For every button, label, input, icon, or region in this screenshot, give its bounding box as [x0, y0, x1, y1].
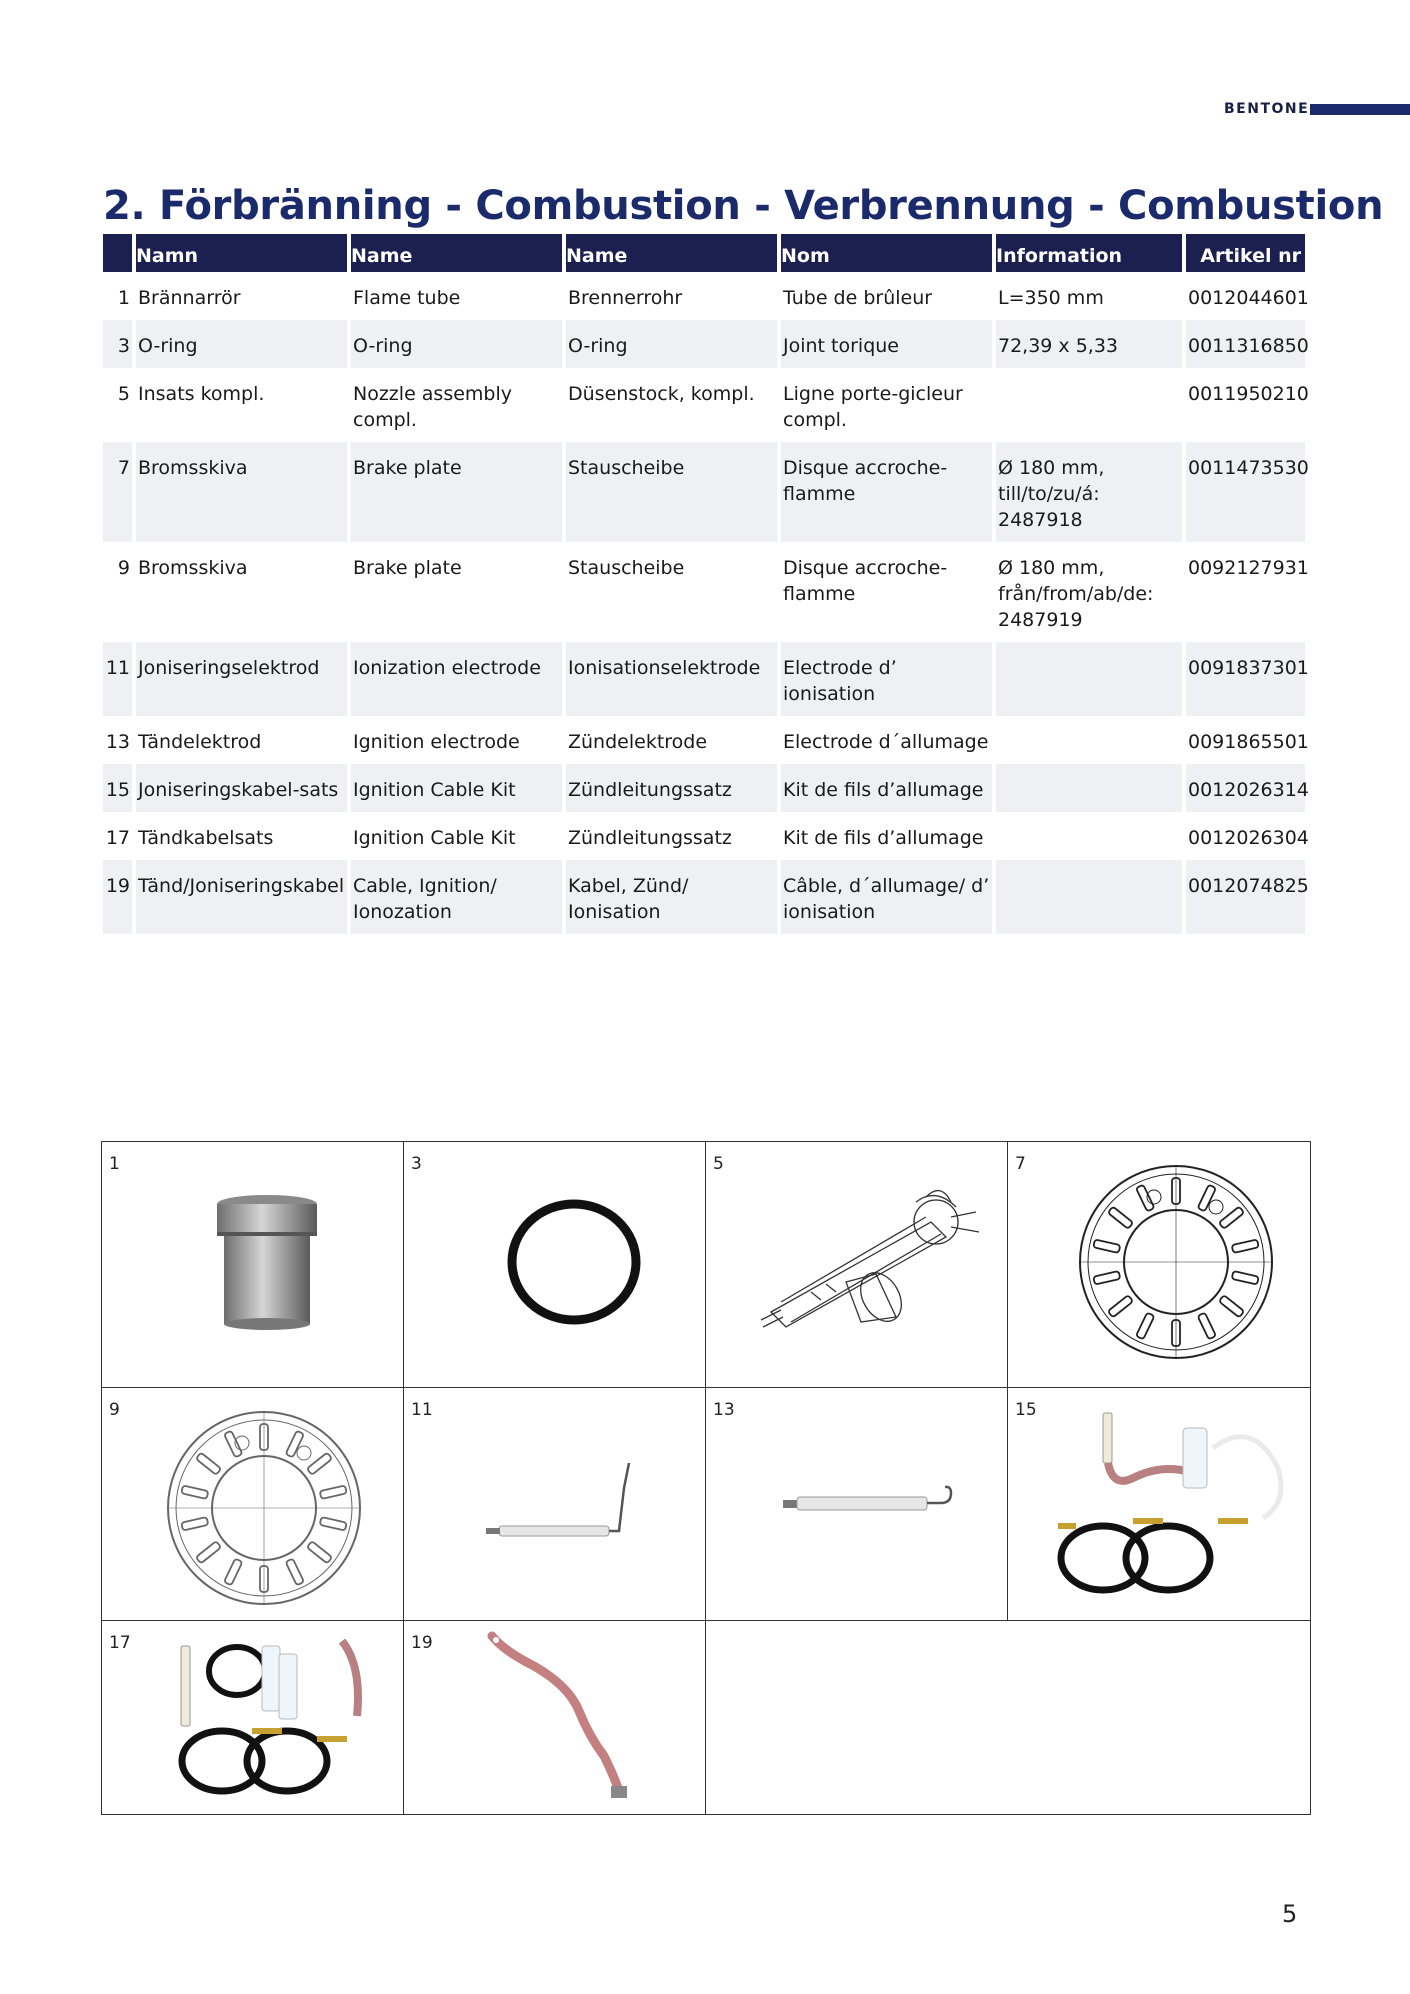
table-row	[103, 812, 1305, 860]
table-header-row	[103, 234, 1305, 272]
row-nom: Ligne porte-gicleur compl.	[783, 383, 963, 431]
row-namn: Joniseringselektrod	[136, 642, 347, 716]
table-row	[103, 272, 1305, 320]
row-num: 13	[105, 731, 130, 753]
row-name-de: Stauscheibe	[568, 557, 685, 579]
row-info	[996, 860, 1182, 934]
row-art: 0011950210	[1188, 383, 1309, 405]
row-num: 3	[103, 320, 132, 368]
table-row	[103, 642, 1305, 716]
figure-cell-5	[706, 1142, 1008, 1388]
figure-label: 13	[713, 1400, 735, 1420]
row-info	[996, 642, 1182, 716]
row-name-en: Cable, Ignition/ Ionozation	[351, 860, 562, 934]
row-nom: Disque accroche-flamme	[781, 442, 992, 542]
figure-cell-19	[404, 1621, 706, 1814]
row-info	[996, 368, 1182, 442]
header-num	[103, 234, 132, 272]
row-art: 0092127931	[1188, 557, 1309, 579]
brand-header	[1180, 100, 1410, 118]
row-num: 19	[103, 860, 132, 934]
row-name-en: O-ring	[351, 320, 562, 368]
row-art: 0091837301	[1186, 642, 1305, 716]
figure-label: 7	[1015, 1154, 1026, 1174]
row-info	[996, 764, 1182, 812]
header-namn: Namn	[136, 234, 347, 272]
brake-plate-drawing	[1076, 1162, 1276, 1362]
row-namn: Bromsskiva	[136, 442, 347, 542]
row-num: 15	[103, 764, 132, 812]
row-nom: Electrode d´allumage	[783, 731, 989, 753]
figure-label: 11	[411, 1400, 433, 1420]
ionization-electrode-image	[484, 1458, 644, 1568]
row-nom: Disque accroche-flamme	[783, 557, 948, 605]
row-num: 5	[117, 383, 130, 405]
parts-table	[99, 234, 1309, 934]
cable-kit-image	[167, 1626, 397, 1806]
header-name-en: Name	[351, 234, 562, 272]
row-nom: Câble, d´allumage/ d’ ionisation	[781, 860, 992, 934]
figure-cell-1	[102, 1142, 404, 1388]
ignition-electrode-image	[781, 1478, 961, 1528]
table-row	[103, 542, 1305, 642]
row-namn: Bromsskiva	[138, 557, 248, 579]
row-art: 0091865501	[1188, 731, 1309, 753]
row-nom: Tube de brûleur	[783, 287, 933, 309]
row-name-de: Zündleitungssatz	[566, 764, 777, 812]
row-nom: Kit de fils d’allumage	[781, 764, 992, 812]
row-namn: Tändelektrod	[138, 731, 262, 753]
row-info: Ø 180 mm, från/from/ab/de: 2487919	[998, 557, 1154, 631]
row-namn: Joniseringskabel-sats	[136, 764, 347, 812]
row-info: 72,39 x 5,33	[996, 320, 1182, 368]
row-name-en: Nozzle assembly compl.	[353, 383, 513, 431]
row-name-de: Zündelektrode	[568, 731, 708, 753]
figure-label: 5	[713, 1154, 724, 1174]
parts-figure-grid	[101, 1141, 1311, 1815]
figure-label: 9	[109, 1400, 120, 1420]
row-namn: Insats kompl.	[138, 383, 265, 405]
ignition-cable-image	[484, 1626, 644, 1806]
brand-name: BENTONE	[1224, 101, 1310, 117]
row-art: 0012044601	[1188, 287, 1309, 309]
row-name-de: Zündleitungssatz	[568, 827, 732, 849]
row-name-de: Düsenstock, kompl.	[568, 383, 755, 405]
row-num: 9	[117, 557, 130, 579]
nozzle-assembly-drawing	[751, 1182, 991, 1362]
figure-label: 19	[411, 1633, 433, 1653]
figure-cell-7	[1008, 1142, 1310, 1388]
row-nom: Kit de fils d’allumage	[783, 827, 984, 849]
row-nom: Electrode d’ ionisation	[781, 642, 992, 716]
table-row	[103, 764, 1305, 812]
row-info: L=350 mm	[998, 287, 1104, 309]
figure-cell-3	[404, 1142, 706, 1388]
row-name-de: Stauscheibe	[566, 442, 777, 542]
row-art: 0011316850	[1186, 320, 1305, 368]
row-name-de: Ionisationselektrode	[566, 642, 777, 716]
row-namn: Tänd/Joniseringskabel	[136, 860, 347, 934]
row-name-de: Kabel, Zünd/ Ionisation	[566, 860, 777, 934]
figure-cell-17	[102, 1621, 404, 1814]
row-num: 1	[117, 287, 130, 309]
header-information: Information	[996, 234, 1182, 272]
row-name-en: Ionization electrode	[351, 642, 562, 716]
figure-cell-13	[706, 1388, 1008, 1621]
brake-plate-drawing	[164, 1408, 364, 1608]
row-nom: Joint torique	[781, 320, 992, 368]
row-num: 17	[105, 827, 130, 849]
row-name-en: Brake plate	[351, 442, 562, 542]
row-info: Ø 180 mm, till/to/zu/á: 2487918	[996, 442, 1182, 542]
o-ring-image	[504, 1197, 644, 1327]
row-art: 0012026304	[1188, 827, 1309, 849]
row-namn: Brännarrör	[138, 287, 241, 309]
table-row	[103, 368, 1305, 442]
row-name-en: Ignition Cable Kit	[353, 827, 516, 849]
row-name-de: O-ring	[566, 320, 777, 368]
figure-cell-15	[1008, 1388, 1310, 1621]
row-art: 0011473530	[1186, 442, 1305, 542]
flame-tube-image	[212, 1192, 322, 1332]
row-num: 7	[103, 442, 132, 542]
row-namn: Tändkabelsats	[138, 827, 274, 849]
figure-label: 1	[109, 1154, 120, 1174]
cable-kit-image	[1053, 1408, 1303, 1608]
row-name-en: Brake plate	[353, 557, 462, 579]
row-name-en: Flame tube	[353, 287, 461, 309]
page-title: 2. Förbränning - Combustion - Verbrennung - Combustion	[103, 183, 1384, 229]
row-name-de: Brennerrohr	[568, 287, 683, 309]
figure-label: 17	[109, 1633, 131, 1653]
header-nom: Nom	[781, 234, 992, 272]
figure-label: 3	[411, 1154, 422, 1174]
header-artikel-nr: Artikel nr	[1186, 234, 1305, 272]
row-info	[996, 812, 1182, 860]
page-number: 5	[1282, 1900, 1298, 1928]
row-art: 0012026314	[1186, 764, 1305, 812]
table-row	[103, 320, 1305, 368]
header-name-de: Name	[566, 234, 777, 272]
figure-cell-9	[102, 1388, 404, 1621]
row-namn: O-ring	[136, 320, 347, 368]
row-num: 11	[103, 642, 132, 716]
row-name-en: Ignition electrode	[353, 731, 520, 753]
table-row	[103, 442, 1305, 542]
figure-label: 15	[1015, 1400, 1037, 1420]
table-row	[103, 716, 1305, 764]
row-info	[996, 716, 1182, 764]
figure-cell-11	[404, 1388, 706, 1621]
table-row	[103, 860, 1305, 934]
brand-bar	[1310, 104, 1410, 115]
row-art: 0012074825	[1186, 860, 1305, 934]
row-name-en: Ignition Cable Kit	[351, 764, 562, 812]
